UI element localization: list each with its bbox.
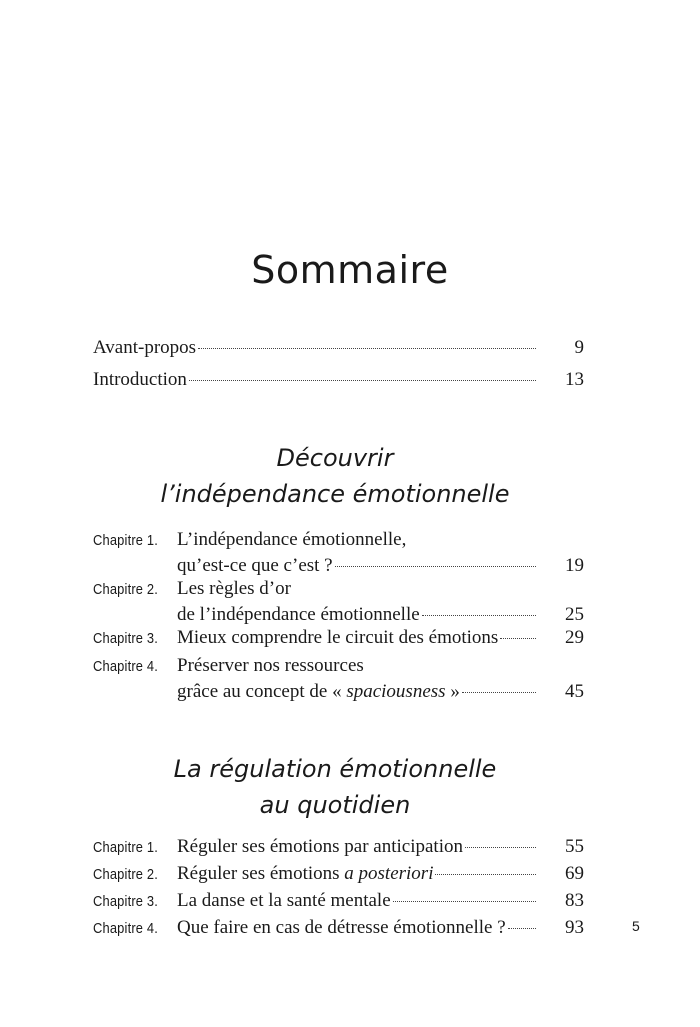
toc-chapter-1-2[interactable]: [93, 576, 584, 628]
chapter-label: Chapitre 2.: [93, 866, 158, 883]
chapter-label: Chapitre 1.: [93, 839, 158, 856]
toc-chapter-1-4[interactable]: [93, 653, 584, 705]
toc-page-number: 19: [565, 555, 584, 576]
dot-leader: [335, 566, 536, 567]
toc-page-number: 69: [565, 863, 584, 884]
dot-leader: [435, 874, 536, 875]
toc-chapter-2-2[interactable]: [93, 861, 584, 888]
toc-page-number: 13: [565, 369, 584, 390]
chapter-label: Chapitre 4.: [93, 658, 158, 675]
toc-entry-label: Introduction: [93, 369, 187, 390]
toc-page-number: 9: [574, 337, 584, 358]
toc-entry-introduction[interactable]: [93, 367, 584, 393]
chapter-label: Chapitre 4.: [93, 920, 158, 937]
page-folio: 5: [632, 918, 640, 934]
chapter-title-line: Que faire en cas de détresse émotionnelle ?: [177, 917, 506, 938]
chapter-title-line: L’indépendance émotionnelle,: [177, 529, 407, 550]
chapter-label: Chapitre 1.: [93, 532, 158, 549]
chapter-title-italic: spaciousness: [346, 681, 446, 702]
toc-chapter-2-3[interactable]: [93, 888, 584, 915]
toc-chapter-1-1[interactable]: [93, 527, 584, 579]
chapter-label: Chapitre 2.: [93, 581, 158, 598]
dot-leader: [198, 348, 536, 349]
chapter-title-line: La danse et la santé mentale: [177, 890, 391, 911]
toc-chapter-2-4[interactable]: [93, 915, 584, 942]
toc-chapter-2-1[interactable]: [93, 834, 584, 861]
chapter-title-italic: a posteriori: [344, 863, 434, 884]
chapter-title-line: de l’indépendance émotionnelle: [177, 604, 420, 625]
dot-leader: [465, 847, 536, 848]
toc-page-number: 45: [565, 681, 584, 702]
toc-entry-avant-propos[interactable]: [93, 335, 584, 361]
toc-entry-label: Avant-propos: [93, 337, 197, 358]
chapter-title-line: Préserver nos ressources: [177, 655, 364, 676]
toc-page-number: 55: [565, 836, 584, 857]
dot-leader: [422, 615, 536, 616]
toc-page-number: 29: [565, 627, 584, 648]
chapter-title-prefix: Réguler ses émotions: [177, 863, 345, 884]
part-title-line: l’indépendance émotionnelle: [160, 480, 510, 508]
chapter-title-line: Réguler ses émotions par anticipation: [177, 836, 463, 857]
part-2-title: [0, 751, 670, 823]
chapter-title-line: qu’est-ce que c’est ?: [177, 555, 333, 576]
part-1-title: [0, 440, 670, 512]
toc-page-number: 93: [565, 917, 584, 938]
chapter-title-line: Les règles d’or: [177, 578, 291, 599]
dot-leader: [189, 380, 536, 381]
dot-leader: [508, 928, 536, 929]
chapter-title-line: [177, 861, 433, 887]
toc-chapter-1-3[interactable]: [93, 625, 584, 652]
dot-leader: [393, 901, 536, 902]
chapter-label: Chapitre 3.: [93, 893, 158, 910]
chapter-title-suffix: »: [445, 681, 460, 702]
chapter-label: Chapitre 3.: [93, 630, 158, 647]
page-title: Sommaire: [251, 248, 449, 292]
chapter-title-line: [177, 679, 460, 705]
part-title-line: Découvrir: [276, 444, 394, 472]
part-title-line: au quotidien: [259, 791, 411, 819]
chapter-title-prefix: grâce au concept de «: [177, 681, 347, 702]
toc-page-number: 83: [565, 890, 584, 911]
part-title-line: La régulation émotionnelle: [173, 755, 497, 783]
toc-page-number: 25: [565, 604, 584, 625]
dot-leader: [500, 638, 536, 639]
dot-leader: [462, 692, 536, 693]
chapter-title-line: Mieux comprendre le circuit des émotions: [177, 627, 499, 648]
